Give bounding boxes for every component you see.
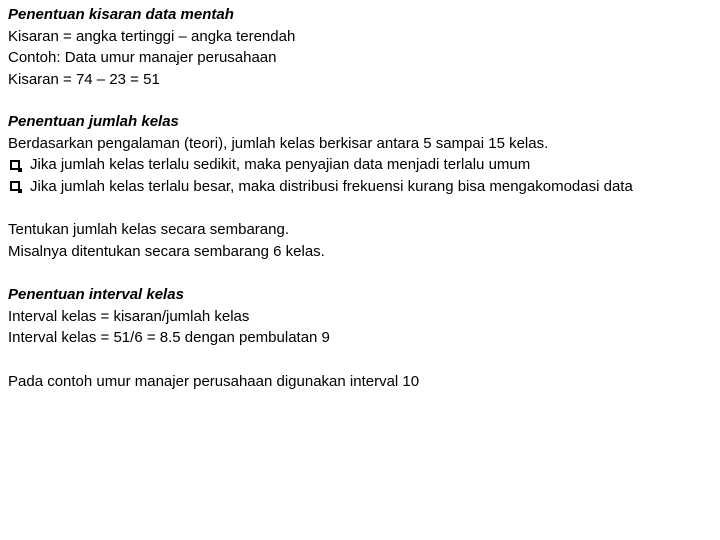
tentukan-line-1: Tentukan jumlah kelas secara sembarang.: [8, 221, 289, 238]
checkbox-bullet-icon: [10, 181, 20, 191]
jumlah-kelas-intro: Berdasarkan pengalaman (teori), jumlah kelas berkisar antara 5 sampai 15 kelas.: [8, 134, 549, 152]
kisaran-result: Kisaran = 74 – 23 = 51: [8, 70, 160, 88]
kisaran-heading: Penentuan kisaran data mentah: [8, 6, 234, 23]
kisaran-formula: Kisaran = angka tertinggi – angka terendah: [8, 27, 296, 45]
tentukan-section: [8, 219, 325, 262]
jumlah-kelas-section: [8, 111, 633, 197]
tentukan-line-2: Misalnya ditentukan secara sembarang 6 kelas.: [8, 242, 325, 260]
bullet-text: Jika jumlah kelas terlalu besar, maka distribusi frekuensi kurang bisa mengakomodasi data: [30, 177, 633, 195]
bullet-text: Jika jumlah kelas terlalu sedikit, maka penyajian data menjadi terlalu umum: [30, 156, 531, 173]
interval-heading: Penentuan interval kelas: [8, 286, 184, 303]
checkbox-bullet-icon: [10, 160, 20, 170]
interval-formula: Interval kelas = kisaran/jumlah kelas: [8, 307, 250, 325]
kesimpulan-section: [8, 371, 419, 393]
list-item: [8, 154, 633, 176]
kesimpulan-line: Pada contoh umur manajer perusahaan digunakan interval 10: [8, 373, 420, 390]
interval-result: Interval kelas = 51/6 = 8.5 dengan pembulatan 9: [8, 329, 330, 346]
list-item: [8, 176, 633, 198]
kisaran-example: Contoh: Data umur manajer perusahaan: [8, 49, 277, 66]
kisaran-section: [8, 4, 295, 90]
interval-section: [8, 284, 330, 349]
jumlah-kelas-heading: Penentuan jumlah kelas: [8, 113, 179, 130]
